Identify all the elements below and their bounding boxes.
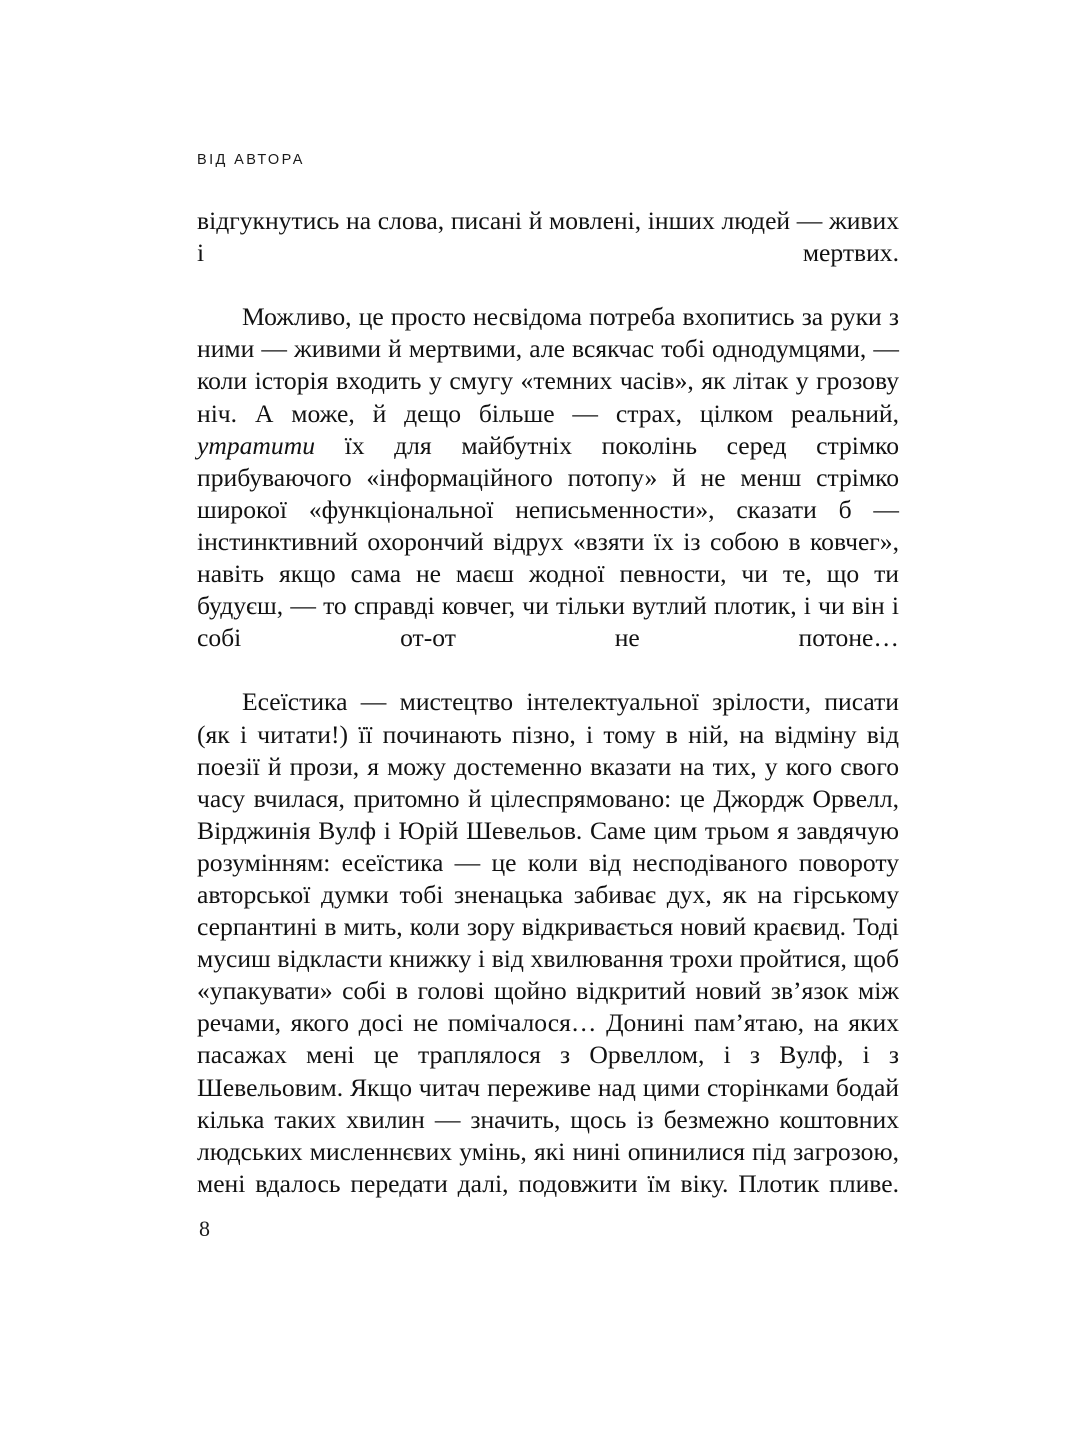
paragraph-mozhlyvo [197, 301, 899, 686]
page-number: 8 [199, 1216, 210, 1241]
paragraph-continued: відгукнутись на слова, писані й мовлені, інших людей — живих і мертвих. [197, 206, 899, 268]
body-text-block [197, 205, 899, 1232]
paragraph-text-before-italic: Можливо, це просто несвідома потреба вхопитись за руки з ними — живими й мертвими, але всякчас тобі однодумцями, — коли історія входить у смугу «темних часів», як літак у грозову ніч. А може, й дещо більше — страх, цілком реальний, [197, 302, 899, 428]
emphasized-word: утратити [197, 430, 315, 460]
paragraph-text-after-italic: їх для майбутніх поколінь серед стрімко прибуваючого «інформаційного потопу» й не менш стрімко широкої «функціональної неписьменности», сказати б — інстинктивний охорончий відрух «взяти їх із собою в ковчег», навіть якщо сама не маєш жодної певности, чи те, що ти будуєш, — то справді ковчег, чи тільки вутлий плотик, і чи він і собі от-от не потоне… [197, 430, 899, 653]
paragraph-eseistyka: Есеїстика — мистецтво інтелектуальної зрілости, писати (як і читати!) її починають пізно, і тому в ній, на відміну від поезії й прози, я можу достеменно вказати на тих, у кого свого часу вчилася, притомно й цілеспрямовано: це Джордж Орвелл, Вірджинія Вулф і Юрій Шевельов. Саме цим трьом я завдячую розумінням: есеїстика — це коли від несподіваного повороту авторської думки тобі зненацька забиває дух, як на гірському серпантині в мить, коли зору відкривається новий краєвид. Тоді мусиш відкласти книжку і від хвилювання трохи пройтися, щоб «упакувати» собі в голові щойно відкритий новий зв’язок між речами, якого досі не помічалося… Донині пам’ятаю, на яких пасажах мені це траплялося з Орвеллом, і з Вулф, і з Шевельовим. Якщо читач переживе над цими сторінками бодай кілька таких хвилин — значить, щось із безмежно коштовних людських мисленнєвих умінь, які нині опинилися під загрозою, мені вдалось передати далі, подовжити їм віку. Плотик пливе. [197, 687, 899, 1198]
running-header: ВІД АВТОРА [197, 152, 305, 168]
